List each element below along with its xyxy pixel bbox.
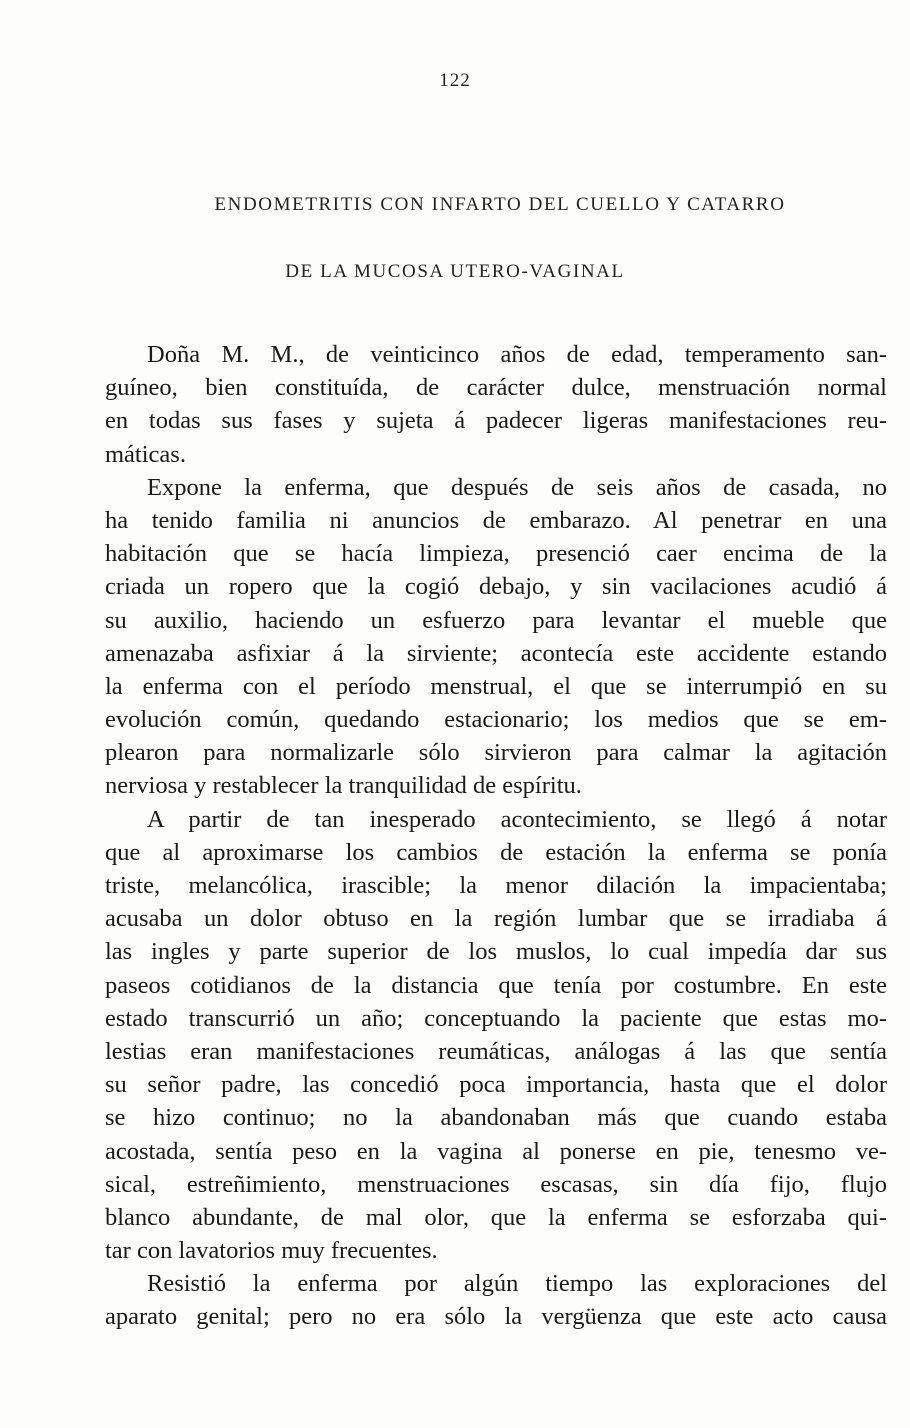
chapter-heading-line-1: ENDOMETRITIS CON INFARTO DEL CUELLO Y CATARRO: [214, 194, 786, 215]
text-line: guíneo, bien constituída, de carácter dulce, menstruación normal: [105, 374, 887, 402]
text-line: aparato genital; pero no era sólo la vergüenza que este acto causa: [105, 1303, 887, 1331]
text-line: sical, estreñimiento, menstruaciones escasas, sin día fijo, flujo: [105, 1170, 887, 1198]
text-line: acusaba un dolor obtuso en la región lumbar que se irradiaba á: [105, 905, 887, 933]
text-line: se hizo continuo; no la abandonaban más que cuando estaba: [105, 1104, 887, 1132]
text-line: blanco abundante, de mal olor, que la enferma se esforzaba qui-: [105, 1203, 887, 1231]
text-line: máticas.: [105, 440, 186, 468]
text-line: tar con lavatorios muy frecuentes.: [105, 1237, 438, 1265]
text-line: su señor padre, las concedió poca importancia, hasta que el dolor: [105, 1071, 887, 1099]
paragraph: [105, 1267, 887, 1333]
text-line: evolución común, quedando estacionario; los medios que se em-: [105, 706, 887, 734]
text-line: Resistió la enferma por algún tiempo las exploraciones del: [147, 1270, 887, 1298]
text-line: Expone la enferma, que después de seis años de casada, no: [147, 473, 887, 501]
text-line: Doña M. M., de veinticinco años de edad, temperamento san-: [147, 341, 887, 368]
text-line: lestias eran manifestaciones reumáticas, análogas á las que sentía: [105, 1037, 887, 1065]
text-line: su auxilio, haciendo un esfuerzo para levantar el mueble que: [105, 606, 887, 634]
paragraph: [105, 471, 887, 803]
text-line: criada un ropero que la cogió debajo, y sin vacilaciones acudió á: [105, 573, 887, 601]
text-line: estado transcurrió un año; conceptuando la paciente que estas mo-: [105, 1004, 887, 1032]
text-line: que al aproximarse los cambios de estación la enferma se ponía: [105, 838, 887, 866]
text-line: A partir de tan inesperado acontecimiento, se llegó á notar: [147, 805, 887, 833]
paragraph: [105, 338, 887, 471]
text-line: nerviosa y restablecer la tranquilidad de espíritu.: [105, 772, 582, 800]
text-line: habitación que se hacía limpieza, presenció caer encima de la: [105, 540, 887, 568]
text-line: paseos cotidianos de la distancia que tenía por costumbre. En este: [105, 971, 887, 999]
text-line: las ingles y parte superior de los muslos, lo cual impedía dar sus: [105, 938, 887, 966]
text-line: la enferma con el período menstrual, el que se interrumpió en su: [105, 672, 887, 700]
text-line: triste, melancólica, irascible; la menor dilación la impacientaba;: [105, 872, 887, 899]
page-number: 122: [439, 70, 471, 91]
text-line: en todas sus fases y sujeta á padecer ligeras manifestaciones reu-: [105, 407, 887, 435]
text-line: ha tenido familia ni anuncios de embarazo. Al penetrar en una: [105, 506, 887, 534]
body-text: [105, 338, 887, 1334]
paragraph: [105, 803, 887, 1268]
chapter-heading-line-2: DE LA MUCOSA UTERO-VAGINAL: [285, 261, 625, 282]
text-line: amenazaba asfixiar á la sirviente; acontecía este accidente estando: [105, 639, 887, 667]
text-line: plearon para normalizarle sólo sirvieron para calmar la agitación: [105, 739, 887, 767]
text-line: acostada, sentía peso en la vagina al ponerse en pie, tenesmo ve-: [105, 1137, 887, 1165]
